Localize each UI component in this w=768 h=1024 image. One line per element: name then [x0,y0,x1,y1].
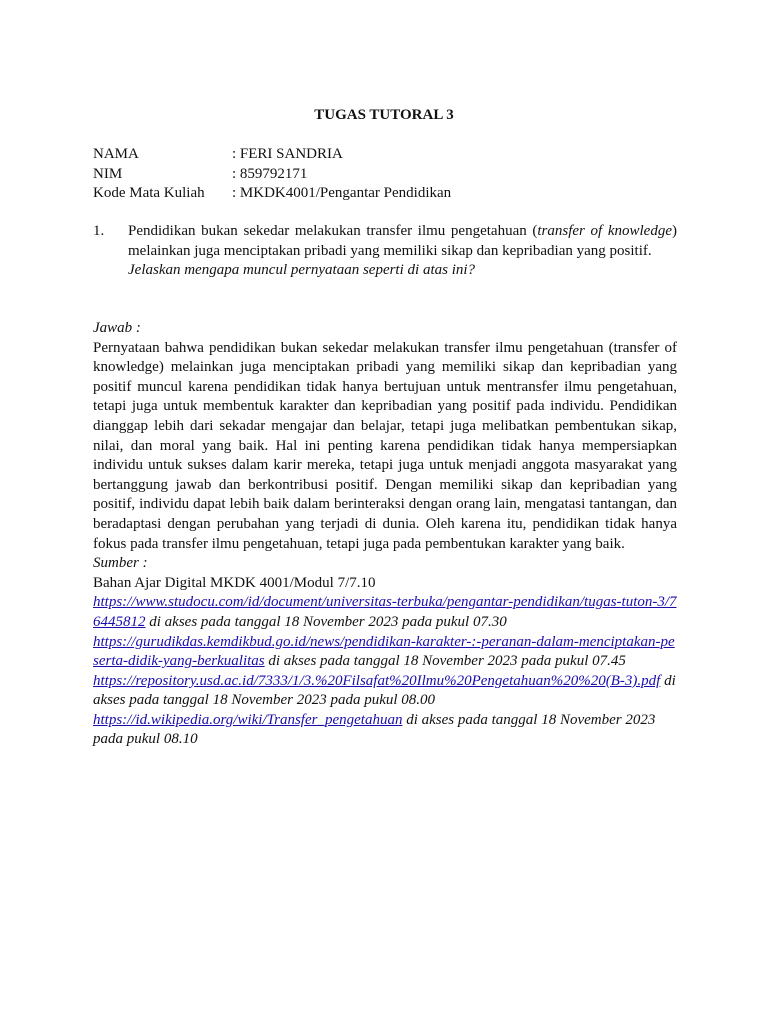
answer-label: Jawab : [93,320,141,336]
page-title: TUGAS TUTORAL 3 [314,107,454,123]
kode-label: Kode Mata Kuliah [93,185,205,201]
question-body [128,222,677,281]
question-text-c: ) melainkan juga menciptakan pribadi yang memiliki sikap dan kepribadian yang positif. [128,223,677,259]
question-1 [93,222,677,281]
question-statement [128,222,677,261]
question-number: 1. [93,223,105,239]
source-item [93,593,677,632]
nama-value: : FERI SANDRIA [232,146,343,162]
info-row-kode [93,184,451,204]
info-row-nim [93,165,451,185]
source-book: Bahan Ajar Digital MKDK 4001/Modul 7/7.10 [93,574,376,591]
source-link[interactable]: https://repository.usd.ac.id/7333/1/3.%20Filsafat%20Ilmu%20Pengetahuan%20%20(B-3).pdf [93,672,661,689]
nim-label: NIM [93,165,123,182]
source-item [93,633,677,672]
source-link[interactable]: https://gurudikdas.kemdikbud.go.id/news/pendidikan-karakter-:-peranan-dalam-menciptakan-peserta-didik-yang-berkualitas [93,633,675,670]
source-item [93,711,677,750]
nim-value: : 859792171 [232,165,308,182]
answer-section [93,319,677,750]
sources-label: Sumber : [93,555,148,572]
source-note: di akses pada tanggal 18 November 2023 pada pukul 07.45 [264,653,626,670]
nama-label: NAMA [93,146,139,162]
source-link[interactable]: https://id.wikipedia.org/wiki/Transfer_pengetahuan [93,711,403,728]
student-info [93,145,451,204]
source-note: di akses pada tanggal 18 November 2023 pada pukul 07.30 [145,613,507,630]
question-text-a: Pendidikan bukan sekedar melakukan transfer ilmu pengetahuan ( [128,223,538,239]
info-row-nama [93,145,451,165]
source-note: di akses pada tanggal 18 November 2023 pada pukul 08.10 [93,711,656,748]
source-note: di akses pada tanggal 18 November 2023 pada pukul 08.00 [93,672,676,709]
question-prompt: Jelaskan mengapa muncul pernyataan seperti di atas ini? [128,262,476,279]
answer-body: Pernyataan bahwa pendidikan bukan sekedar melakukan transfer ilmu pengetahuan (transfer of knowledge) melainkan juga menciptakan pribadi yang memiliki sikap dan kepribadian yang positif muncul karena pendidikan tidak hanya bertujuan untuk mentransfer ilmu pengetahuan, tetapi juga untuk membentuk karakter dan kepribadian yang positif pada individu. Pendidikan dianggap lebih dari sekadar mengajar dan belajar, tetapi juga melibatkan pembentukan sikap, nilai, dan moral yang baik. Hal ini penting karena pendidikan tidak hanya mempersiapkan individu untuk sukses dalam karir mereka, tetapi juga untuk menjadi anggota masyarakat yang bertanggung jawab dan berkontribusi positif. Dengan memiliki sikap dan kepribadian yang positif, individu dapat lebih baik dalam berinteraksi dengan orang lain, mengatasi tantangan, dan beradaptasi dengan perubahan yang terjadi di dunia. Oleh karena itu, pendidikan tidak hanya fokus pada transfer ilmu pengetahuan, tetapi juga pada pembentukan karakter yang baik. [93,339,677,552]
source-item [93,672,677,711]
question-text-b: transfer of knowledge [537,223,672,239]
source-link[interactable]: https://www.studocu.com/id/document/universitas-terbuka/pengantar-pendidikan/tugas-tuton-3/76445812 [93,594,677,630]
kode-value: : MKDK4001/Pengantar Pendidikan [232,185,452,201]
